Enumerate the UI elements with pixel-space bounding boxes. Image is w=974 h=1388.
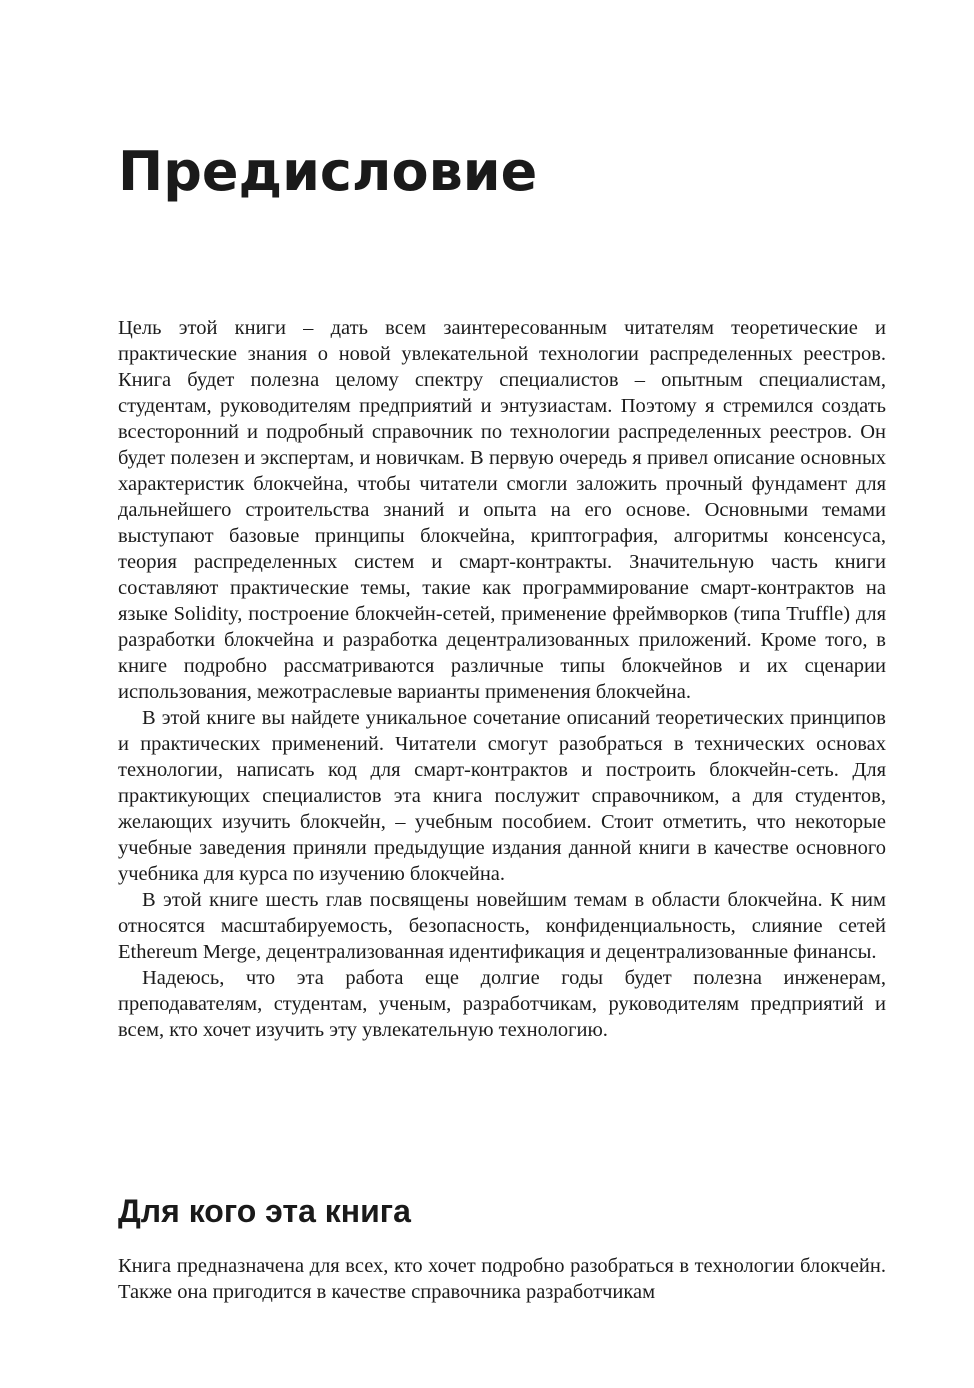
section-title: Для кого эта книга (118, 1193, 411, 1229)
paragraph: Надеюсь, что эта работа еще долгие годы будет полезна инженерам, преподавателям, студентам, ученым, разработчикам, руководителям предприятий и всем, кто хочет изучить эту увлекательную технологию. (118, 967, 886, 1041)
paragraph: Книга предназначена для всех, кто хочет подробно разобраться в технологии блокчейн. Также она пригодится в качестве справочника разработчикам (118, 1255, 886, 1303)
audience-body (118, 1253, 886, 1305)
paragraph: В этой книге вы найдете уникальное сочетание описаний теоретических принципов и практических применений. Читатели смогут разобраться в технических основах технологии, написать код для смарт-контрактов и построить блокчейн-сеть. Для практикующих специалистов эта книга послужит справочником, а для студентов, желающих изучить блокчейн, – учебным пособием. Стоит отметить, что некоторые учебные заведения приняли предыдущие издания данной книги в качестве основного учебника для курса по изучению блокчейна. (118, 707, 886, 885)
preface-body (118, 315, 886, 1043)
page-title: Предисловие (118, 140, 538, 203)
paragraph: Цель этой книги – дать всем заинтересованным читателям теоретические и практические знания о новой увлекательной технологии распределенных реестров. Книга будет полезна целому спектру специалистов – опытным специалистам, студентам, руководителям предприятий и энтузиастам. Поэтому я стремился создать всесторонний и подробный справочник по технологии распределенных реестров. Он будет полезен и экспертам, и новичкам. В первую очередь я привел описание основных характеристик блокчейна, чтобы читатели смогли заложить прочный фундамент для дальнейшего строительства знаний и опыта на его основе. Основными темами выступают базовые принципы блокчейна, криптография, алгоритмы консенсуса, теория распределенных систем и смарт-контракты. Значительную часть книги составляют практические темы, такие как программирование смарт-контрактов на языке Solidity, построение блокчейн-сетей, применение фреймворков (типа Truffle) для разработки блокчейна и разработка децентрализованных приложений. Кроме того, в книге подробно рассматриваются различные типы блокчейнов и их сценарии использования, межотраслевые варианты применения блокчейна. (118, 317, 886, 703)
paragraph: В этой книге шесть глав посвящены новейшим темам в области блокчейна. К ним относятся масштабируемость, безопасность, конфиденциальность, слияние сетей Ethereum Merge, децентрализованная идентификация и децентрализованные финансы. (118, 889, 886, 963)
